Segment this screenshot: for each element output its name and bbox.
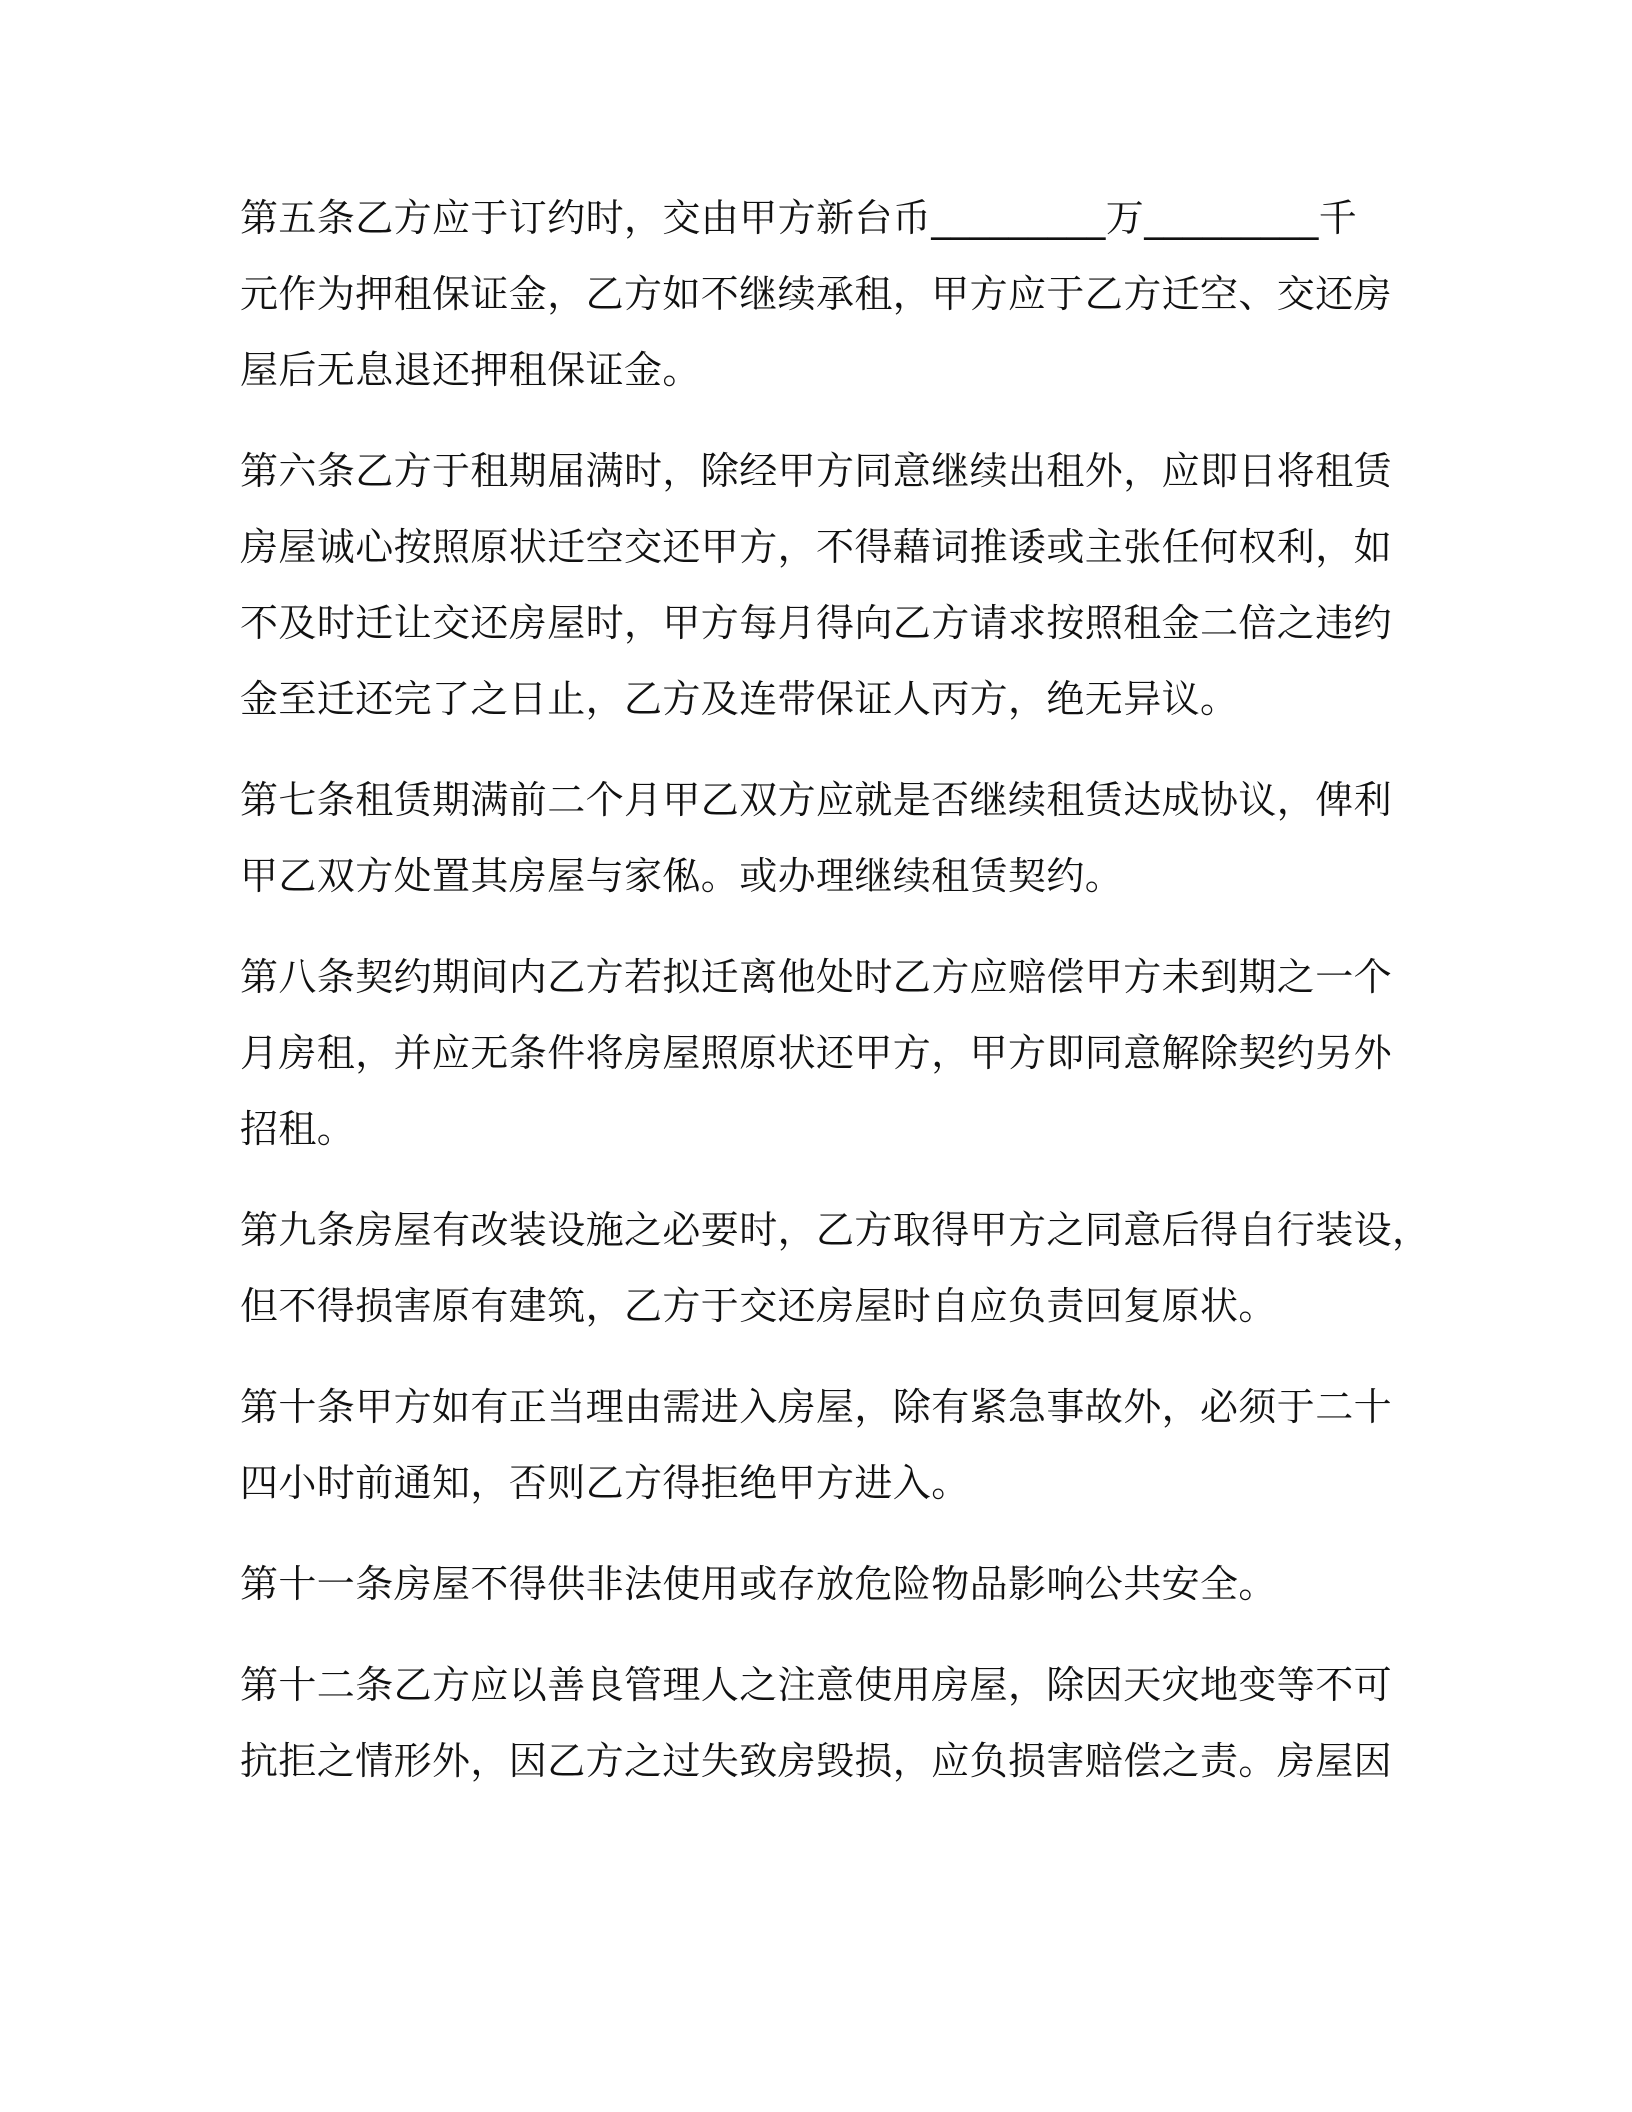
clause-7 [240,762,1393,914]
clause-11-line-1: 第十一条房屋不得供非法使用或存放危险物品影响公共安全。 [240,1562,1277,1606]
clause-11 [240,1546,1390,1622]
clause-12 [240,1647,1393,1799]
clause-9 [240,1192,1431,1344]
clause-5-line-3: 屋后无息退还押租保证金。 [240,348,701,392]
clause-5-line-1: 第五条乙方应于订约时，交由甲方新台币_________万_________千 [240,196,1358,240]
clause-9-line-1: 第九条房屋有改装设施之必要时，乙方取得甲方之同意后得自行装设， [240,1208,1431,1252]
document-body [240,180,1431,1824]
clause-8-line-1: 第八条契约期间内乙方若拟迁离他处时乙方应赔偿甲方未到期之一个 [240,955,1393,999]
clause-12-line-2: 抗拒之情形外，因乙方之过失致房毁损，应负损害赔偿之责。房屋因 [240,1739,1393,1783]
clause-8-line-3: 招租。 [240,1107,356,1151]
clause-10 [240,1369,1393,1521]
clause-9-line-2: 但不得损害原有建筑，乙方于交还房屋时自应负责回复原状。 [240,1284,1277,1328]
clause-8 [240,939,1393,1167]
clause-5 [240,180,1393,408]
clause-10-line-2: 四小时前通知，否则乙方得拒绝甲方进入。 [240,1461,970,1505]
clause-7-line-2: 甲乙双方处置其房屋与家俬。或办理继续租赁契约。 [240,854,1124,898]
clause-7-line-1: 第七条租赁期满前二个月甲乙双方应就是否继续租赁达成协议，俾利 [240,778,1393,822]
clause-5-line-2: 元作为押租保证金，乙方如不继续承租，甲方应于乙方迁空、交还房 [240,272,1393,316]
clause-6-line-4: 金至迁还完了之日止，乙方及连带保证人丙方，绝无异议。 [240,677,1239,721]
clause-6-line-2: 房屋诚心按照原状迁空交还甲方，不得藉词推诿或主张任何权利，如 [240,525,1393,569]
clause-6 [240,433,1393,737]
clause-10-line-1: 第十条甲方如有正当理由需进入房屋，除有紧急事故外，必须于二十 [240,1385,1393,1429]
clause-6-line-1: 第六条乙方于租期届满时，除经甲方同意继续出租外，应即日将租赁 [240,449,1393,493]
clause-6-line-3: 不及时迁让交还房屋时，甲方每月得向乙方请求按照租金二倍之违约 [240,601,1393,645]
clause-12-line-1: 第十二条乙方应以善良管理人之注意使用房屋，除因天灾地变等不可 [240,1663,1393,1707]
clause-8-line-2: 月房租，并应无条件将房屋照原状还甲方，甲方即同意解除契约另外 [240,1031,1393,1075]
